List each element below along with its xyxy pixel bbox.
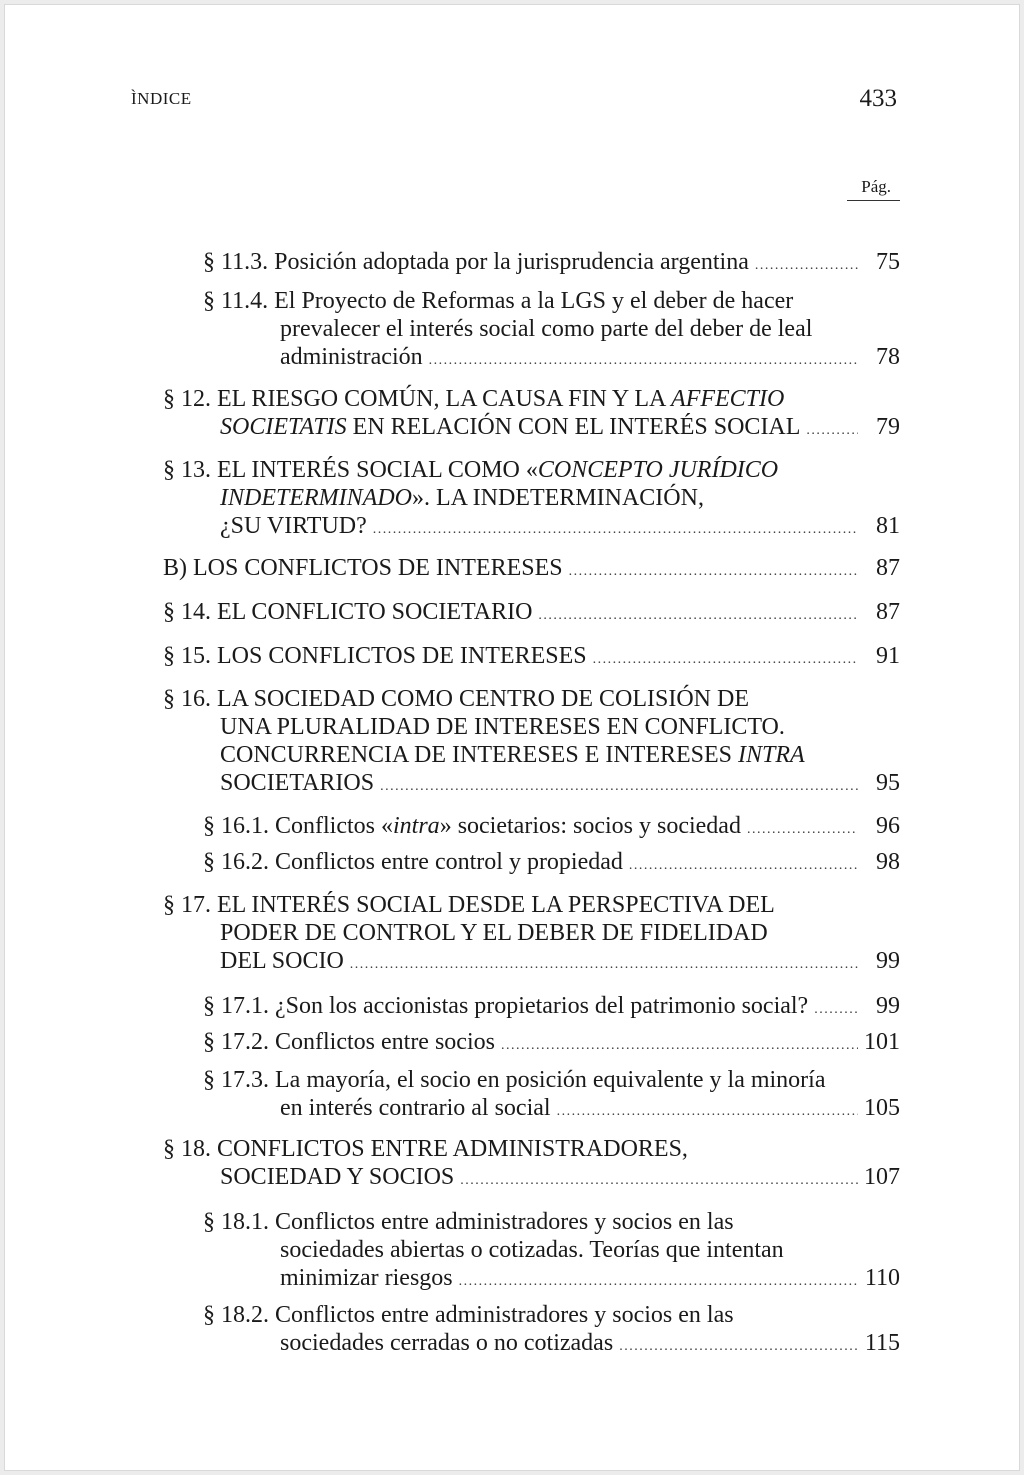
toc-entry-title-line: SOCIETATIS EN RELACIÓN CON EL INTERÉS SOCIAL <box>220 414 801 440</box>
toc-page-number: 87 <box>876 555 900 581</box>
dot-leader <box>350 951 858 979</box>
toc-entry <box>5 287 1019 371</box>
toc-entry-title-line: PODER DE CONTROL Y EL DEBER DE FIDELIDAD <box>220 920 768 946</box>
dot-leader <box>429 347 858 375</box>
toc-page-number: 91 <box>876 643 900 669</box>
dot-leader <box>538 602 858 630</box>
toc-page-number: 75 <box>876 249 900 275</box>
dot-leader <box>593 646 858 674</box>
dot-leader <box>373 516 858 544</box>
toc-entry-title-line: § 17.1. ¿Son los accionistas propietarios del patrimonio social? <box>203 993 809 1019</box>
page-column-label: Pág. <box>861 177 891 196</box>
toc-entry <box>5 1135 1019 1191</box>
toc-entry-title-line: § 16.2. Conflictos entre control y propiedad <box>203 849 623 875</box>
toc-entry <box>5 598 1019 626</box>
toc-entry <box>5 554 1019 582</box>
toc-entry-title-line: SOCIETARIOS <box>220 770 375 796</box>
toc-entry-title-line: § 18.1. Conflictos entre administradores y socios en las <box>203 1209 734 1235</box>
toc-entry-title-line: B) LOS CONFLICTOS DE INTERESES <box>163 555 563 581</box>
dot-leader <box>459 1268 858 1296</box>
toc-entry-title-line: § 11.4. El Proyecto de Reformas a la LGS y el deber de hacer <box>203 288 794 314</box>
toc-entry <box>5 848 1019 876</box>
dot-leader <box>460 1167 858 1195</box>
toc-entry <box>5 1208 1019 1292</box>
toc-entry-title-line: § 18. CONFLICTOS ENTRE ADMINISTRADORES, <box>163 1136 688 1162</box>
toc-entry-title-line: § 17.3. La mayoría, el socio en posición equivalente y la minoría <box>203 1067 826 1093</box>
toc-entry-title-line: CONCURRENCIA DE INTERESES E INTERESES INTRA <box>220 742 805 768</box>
toc-page-number: 87 <box>876 599 900 625</box>
toc-entry-title-line: prevalecer el interés social como parte del deber de leal <box>280 316 813 342</box>
dot-leader <box>747 816 858 844</box>
toc-entry <box>5 456 1019 540</box>
toc-entry <box>5 992 1019 1020</box>
dot-leader <box>814 996 858 1024</box>
toc-entry <box>5 812 1019 840</box>
toc-entry <box>5 248 1019 276</box>
toc-entry-title-line: § 18.2. Conflictos entre administradores y socios en las <box>203 1302 734 1328</box>
toc-entry-title-line: SOCIEDAD Y SOCIOS <box>220 1164 455 1190</box>
toc-page-number: 81 <box>876 513 900 539</box>
toc-entry-title-line: sociedades abiertas o cotizadas. Teorías que intentan <box>280 1237 784 1263</box>
toc-page-number: 78 <box>876 344 900 370</box>
toc-entry-title-line: § 12. EL RIESGO COMÚN, LA CAUSA FIN Y LA AFFECTIO <box>163 386 785 412</box>
toc-page-number: 98 <box>876 849 900 875</box>
page-number: 433 <box>859 85 897 112</box>
dot-leader <box>557 1098 858 1126</box>
toc-entry-title-line: § 17. EL INTERÉS SOCIAL DESDE LA PERSPECTIVA DEL <box>163 892 775 918</box>
toc-page-number: 107 <box>864 1164 900 1190</box>
dot-leader <box>380 773 858 801</box>
toc-page-number: 79 <box>876 414 900 440</box>
dot-leader <box>629 852 858 880</box>
toc-entry <box>5 1028 1019 1056</box>
toc-entry-title-line: § 16. LA SOCIEDAD COMO CENTRO DE COLISIÓN DE <box>163 686 749 712</box>
toc-entry <box>5 891 1019 975</box>
dot-leader <box>501 1032 858 1060</box>
toc-entry <box>5 642 1019 670</box>
toc-entry-title-line: sociedades cerradas o no cotizadas <box>280 1330 614 1356</box>
toc-page-number: 105 <box>864 1095 900 1121</box>
toc-entry-title-line: UNA PLURALIDAD DE INTERESES EN CONFLICTO. <box>220 714 785 740</box>
toc-page-number: 115 <box>864 1330 900 1356</box>
toc-entry <box>5 385 1019 441</box>
toc-page-number: 110 <box>864 1265 900 1291</box>
toc-entry-title-line: en interés contrario al social <box>280 1095 551 1121</box>
running-title: ÌNDICE <box>131 89 192 108</box>
dot-leader <box>619 1333 858 1361</box>
toc-entry-title-line: ¿SU VIRTUD? <box>220 513 367 539</box>
toc-entry <box>5 685 1019 797</box>
toc-entry-title-line: § 13. EL INTERÉS SOCIAL COMO «CONCEPTO JURÍDICO <box>163 457 779 483</box>
toc-entry-title-line: INDETERMINADO». LA INDETERMINACIÓN, <box>220 485 704 511</box>
toc-entry-title-line: § 16.1. Conflictos «intra» societarios: socios y sociedad <box>203 813 741 839</box>
dot-leader <box>569 558 858 586</box>
toc-page-number: 96 <box>876 813 900 839</box>
column-label-rule <box>847 200 900 201</box>
dot-leader <box>806 417 858 445</box>
toc-entry-title-line: DEL SOCIO <box>220 948 344 974</box>
dot-leader <box>755 252 858 280</box>
toc-entry <box>5 1066 1019 1122</box>
book-page <box>4 4 1020 1471</box>
toc-entry-title-line: § 17.2. Conflictos entre socios <box>203 1029 495 1055</box>
toc-entry-title-line: administración <box>280 344 423 370</box>
toc-page-number: 95 <box>876 770 900 796</box>
toc-entry-title-line: § 15. LOS CONFLICTOS DE INTERESES <box>163 643 587 669</box>
toc-entry-title-line: minimizar riesgos <box>280 1265 453 1291</box>
toc-page-number: 101 <box>864 1029 900 1055</box>
toc-page-number: 99 <box>876 948 900 974</box>
toc-entry-title-line: § 14. EL CONFLICTO SOCIETARIO <box>163 599 533 625</box>
toc-page-number: 99 <box>876 993 900 1019</box>
toc-entry <box>5 1301 1019 1357</box>
toc-entry-title-line: § 11.3. Posición adoptada por la jurisprudencia argentina <box>203 249 749 275</box>
